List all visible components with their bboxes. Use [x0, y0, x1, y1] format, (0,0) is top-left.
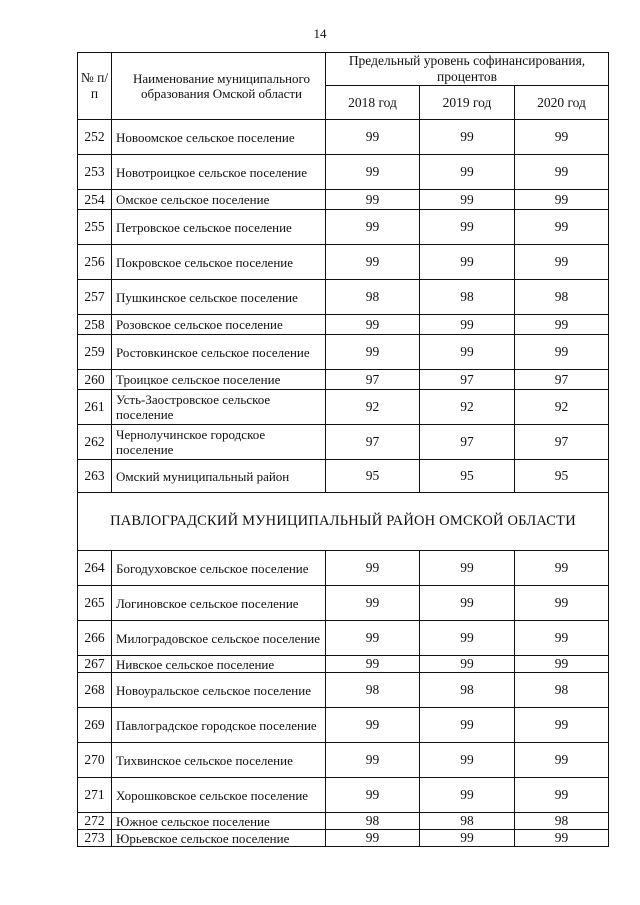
table-row [78, 245, 609, 280]
value-2020: 99 [515, 315, 609, 335]
value-2020: 99 [515, 656, 609, 673]
value-2020: 99 [515, 551, 609, 586]
value-2019: 99 [420, 120, 515, 155]
value-2018: 99 [326, 656, 420, 673]
municipality-name: Новоомское сельское поселение [112, 120, 326, 155]
table-row [78, 778, 609, 813]
value-2020: 99 [515, 190, 609, 210]
table-row [78, 813, 609, 830]
municipality-name: Хорошковское сельское поселение [112, 778, 326, 813]
value-2020: 99 [515, 586, 609, 621]
value-2018: 99 [326, 245, 420, 280]
row-number: 264 [78, 551, 112, 586]
header-level: Предельный уровень софинансирования, процентов [326, 53, 609, 86]
row-number: 272 [78, 813, 112, 830]
value-2020: 99 [515, 335, 609, 370]
value-2020: 92 [515, 390, 609, 425]
section-title: ПАВЛОГРАДСКИЙ МУНИЦИПАЛЬНЫЙ РАЙОН ОМСКОЙ ОБЛАСТИ [78, 493, 609, 551]
value-2019: 99 [420, 708, 515, 743]
value-2019: 99 [420, 621, 515, 656]
value-2019: 98 [420, 673, 515, 708]
value-2019: 98 [420, 813, 515, 830]
row-number: 253 [78, 155, 112, 190]
value-2019: 97 [420, 370, 515, 390]
table-row [78, 743, 609, 778]
table-row [78, 656, 609, 673]
table-row [78, 390, 609, 425]
row-number: 252 [78, 120, 112, 155]
municipality-name: Новотроицкое сельское поселение [112, 155, 326, 190]
header-year-2019: 2019 год [420, 86, 515, 120]
page-number: 14 [313, 26, 327, 41]
municipality-name: Троицкое сельское поселение [112, 370, 326, 390]
value-2019: 99 [420, 190, 515, 210]
municipality-name: Милоградовское сельское поселение [112, 621, 326, 656]
municipality-name: Петровское сельское поселение [112, 210, 326, 245]
table-row [78, 155, 609, 190]
municipality-name: Богодуховское сельское поселение [112, 551, 326, 586]
value-2018: 99 [326, 190, 420, 210]
row-number: 260 [78, 370, 112, 390]
row-number: 254 [78, 190, 112, 210]
value-2019: 99 [420, 210, 515, 245]
value-2019: 99 [420, 586, 515, 621]
value-2018: 99 [326, 830, 420, 847]
row-number: 268 [78, 673, 112, 708]
value-2018: 99 [326, 210, 420, 245]
value-2020: 98 [515, 280, 609, 315]
table-row [78, 120, 609, 155]
value-2019: 99 [420, 245, 515, 280]
header-num: № п/п [78, 53, 112, 120]
value-2018: 99 [326, 586, 420, 621]
municipality-name: Нивское сельское поселение [112, 656, 326, 673]
value-2019: 99 [420, 315, 515, 335]
row-number: 256 [78, 245, 112, 280]
value-2020: 99 [515, 743, 609, 778]
row-number: 269 [78, 708, 112, 743]
municipality-name: Чернолучинское городское поселение [112, 425, 326, 460]
header-year-2018: 2018 год [326, 86, 420, 120]
row-number: 262 [78, 425, 112, 460]
value-2019: 92 [420, 390, 515, 425]
value-2019: 97 [420, 425, 515, 460]
value-2018: 99 [326, 708, 420, 743]
value-2020: 99 [515, 155, 609, 190]
value-2020: 98 [515, 673, 609, 708]
value-2020: 99 [515, 210, 609, 245]
value-2020: 95 [515, 460, 609, 493]
header-year-2020: 2020 год [515, 86, 609, 120]
table-row [78, 210, 609, 245]
value-2018: 99 [326, 155, 420, 190]
table-row [78, 708, 609, 743]
value-2020: 98 [515, 813, 609, 830]
value-2018: 99 [326, 335, 420, 370]
header-name: Наименование муниципального образования Омской области [112, 53, 326, 120]
value-2020: 97 [515, 370, 609, 390]
municipality-name: Юрьевское сельское поселение [112, 830, 326, 847]
row-number: 266 [78, 621, 112, 656]
value-2018: 99 [326, 551, 420, 586]
value-2018: 98 [326, 813, 420, 830]
row-number: 267 [78, 656, 112, 673]
value-2020: 99 [515, 245, 609, 280]
value-2018: 99 [326, 778, 420, 813]
row-number: 271 [78, 778, 112, 813]
municipality-name: Усть-Заостровское сельское поселение [112, 390, 326, 425]
table-row [78, 460, 609, 493]
table-row [78, 551, 609, 586]
municipality-name: Новоуральское сельское поселение [112, 673, 326, 708]
table-row [78, 586, 609, 621]
municipality-name: Покровское сельское поселение [112, 245, 326, 280]
row-number: 270 [78, 743, 112, 778]
value-2020: 99 [515, 830, 609, 847]
value-2020: 99 [515, 778, 609, 813]
value-2018: 99 [326, 621, 420, 656]
municipality-name: Южное сельское поселение [112, 813, 326, 830]
value-2018: 97 [326, 370, 420, 390]
row-number: 263 [78, 460, 112, 493]
value-2019: 99 [420, 656, 515, 673]
municipality-name: Логиновское сельское поселение [112, 586, 326, 621]
value-2018: 98 [326, 673, 420, 708]
value-2019: 99 [420, 335, 515, 370]
value-2019: 98 [420, 280, 515, 315]
table-row [78, 621, 609, 656]
row-number: 257 [78, 280, 112, 315]
row-number: 258 [78, 315, 112, 335]
value-2019: 99 [420, 155, 515, 190]
row-number: 255 [78, 210, 112, 245]
table-row [78, 190, 609, 210]
municipality-name: Омский муниципальный район [112, 460, 326, 493]
value-2018: 99 [326, 743, 420, 778]
value-2018: 97 [326, 425, 420, 460]
municipality-name: Омское сельское поселение [112, 190, 326, 210]
value-2019: 99 [420, 778, 515, 813]
value-2018: 99 [326, 120, 420, 155]
value-2019: 99 [420, 743, 515, 778]
value-2019: 99 [420, 830, 515, 847]
value-2018: 98 [326, 280, 420, 315]
row-number: 261 [78, 390, 112, 425]
table-row [78, 830, 609, 847]
table-row [78, 335, 609, 370]
row-number: 259 [78, 335, 112, 370]
value-2019: 95 [420, 460, 515, 493]
municipality-name: Ростовкинское сельское поселение [112, 335, 326, 370]
municipality-name: Розовское сельское поселение [112, 315, 326, 335]
municipality-name: Павлоградское городское поселение [112, 708, 326, 743]
value-2020: 99 [515, 120, 609, 155]
value-2020: 99 [515, 621, 609, 656]
value-2018: 95 [326, 460, 420, 493]
table-row [78, 315, 609, 335]
value-2020: 99 [515, 708, 609, 743]
value-2020: 97 [515, 425, 609, 460]
value-2018: 92 [326, 390, 420, 425]
municipality-name: Тихвинское сельское поселение [112, 743, 326, 778]
table-row [78, 425, 609, 460]
row-number: 265 [78, 586, 112, 621]
value-2018: 99 [326, 315, 420, 335]
municipality-name: Пушкинское сельское поселение [112, 280, 326, 315]
row-number: 273 [78, 830, 112, 847]
table-row [78, 673, 609, 708]
cofinancing-table [77, 52, 609, 847]
table-row [78, 370, 609, 390]
value-2019: 99 [420, 551, 515, 586]
table-row [78, 280, 609, 315]
